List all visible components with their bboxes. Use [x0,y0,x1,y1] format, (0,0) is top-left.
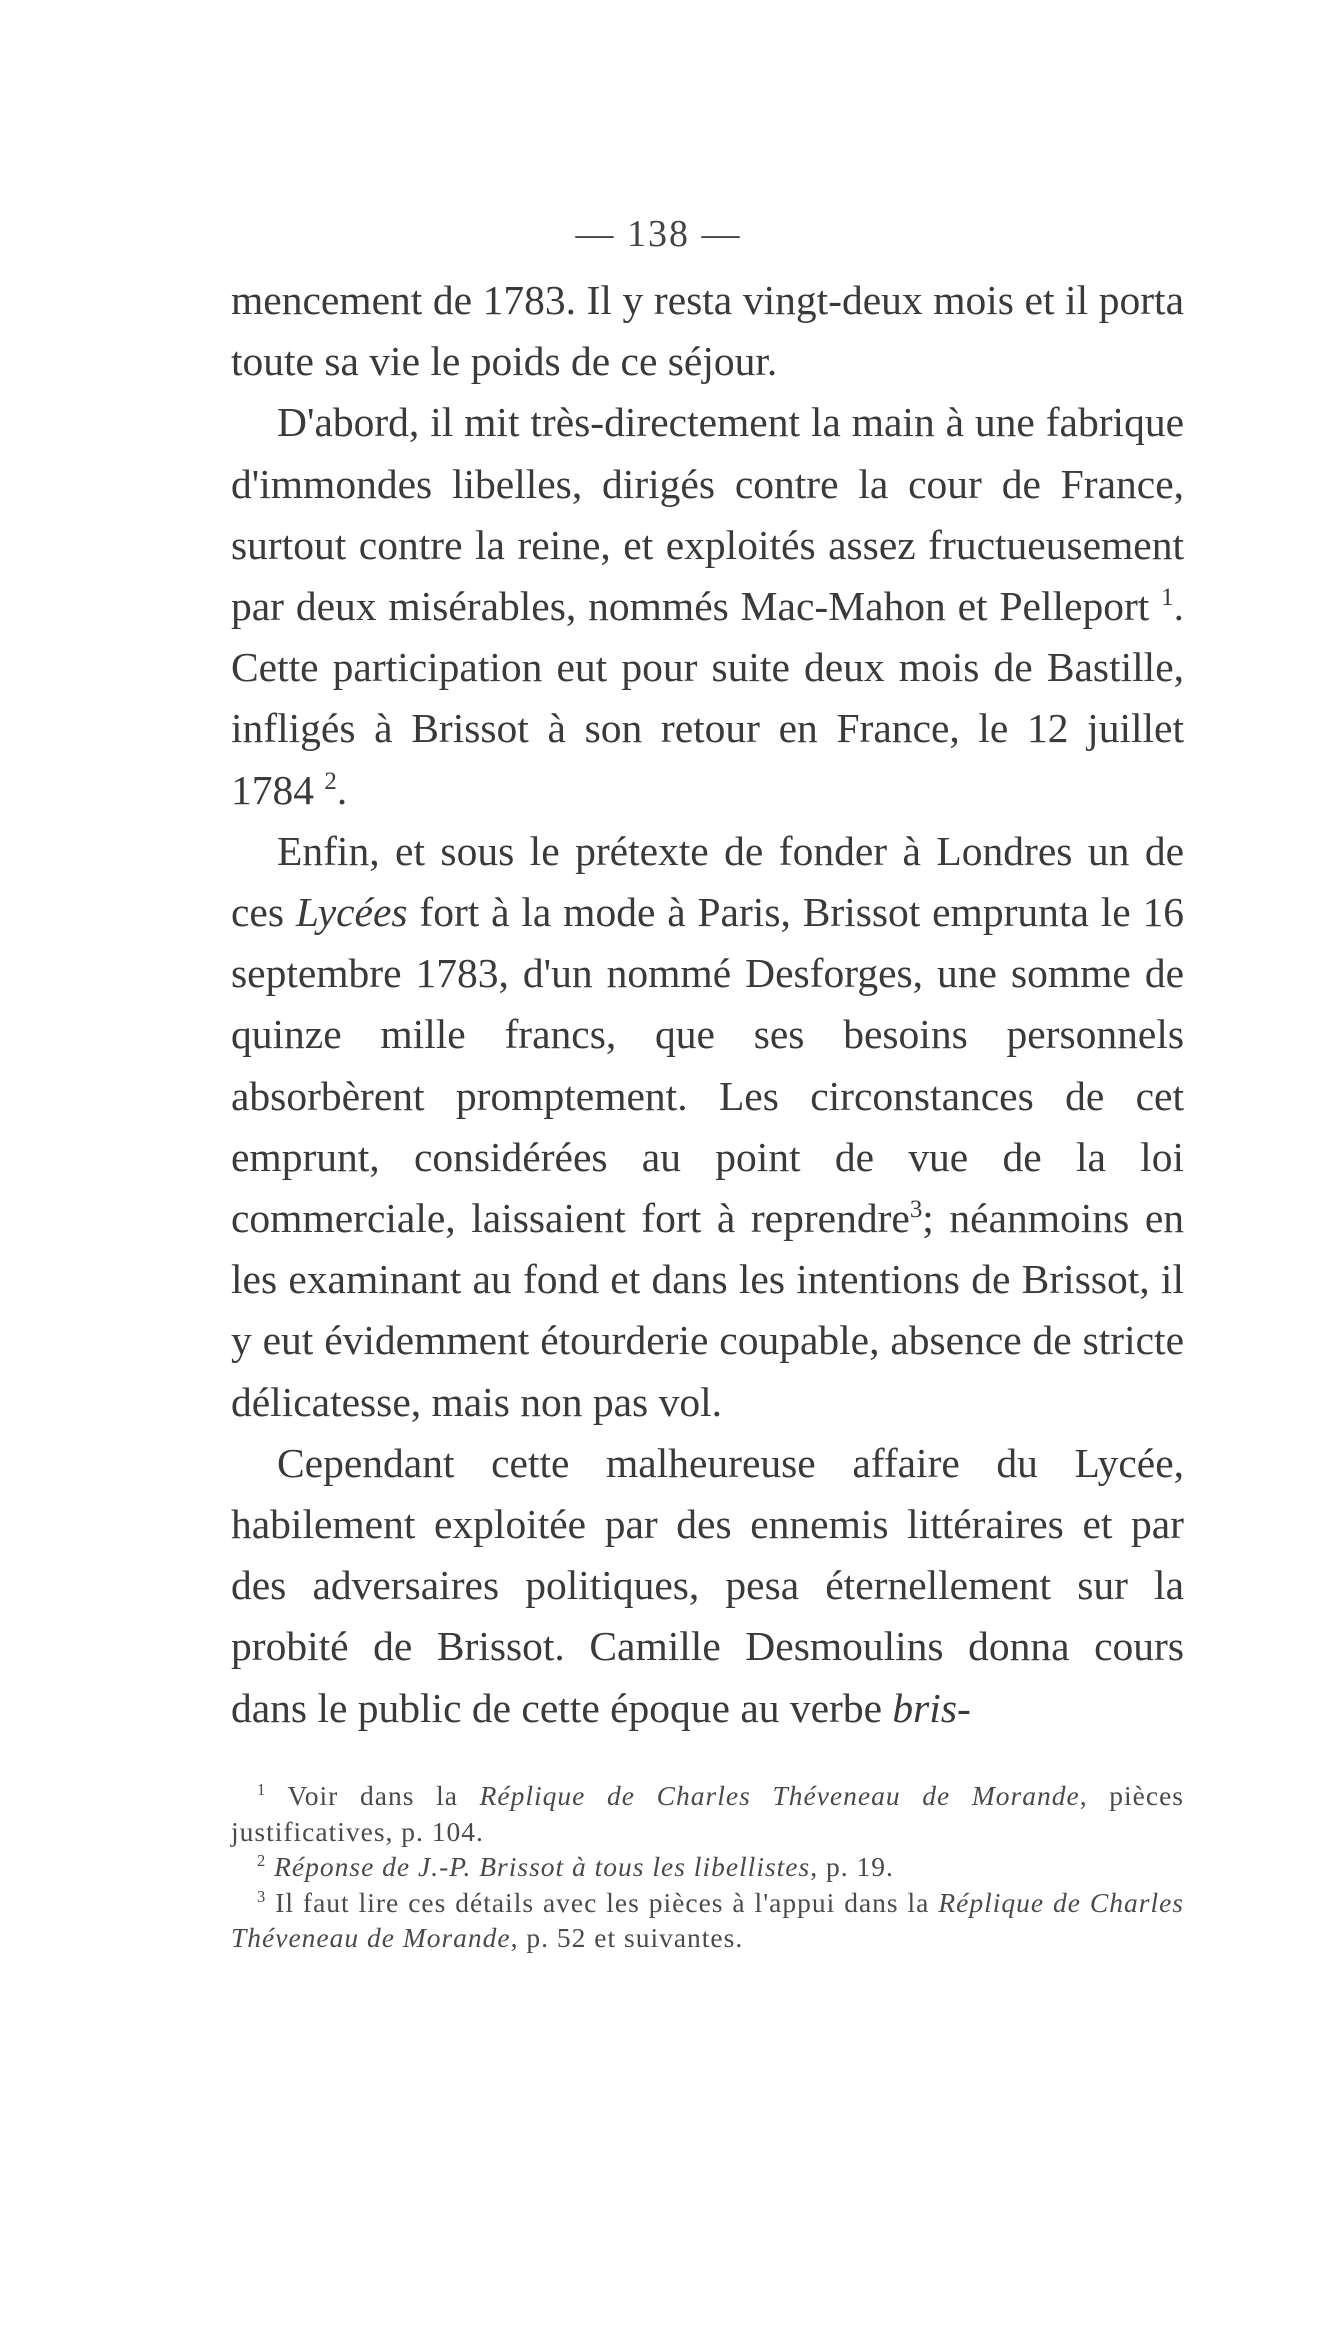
paragraph-3 [231,821,1184,1433]
footnote-ref-3: 3 [909,1196,923,1224]
footnotes [231,1778,1184,1956]
paragraph-2 [231,392,1184,820]
paragraph-4 [231,1433,1184,1739]
footnote-3-text-b: , p. 52 et suivantes. [510,1922,744,1953]
paragraph-2-text-b: . Cette participation eut pour suite deux mois de Bastille, infligés à Brissot à son retour en France, le 12 juillet 1784 [231,583,1184,813]
paragraph-3-italic-lycees: Lycées [295,889,408,936]
paragraph-3-text-a: Enfin, et sous le prétexte de fonder à Londres un de ces [231,827,1184,936]
page-number: — 138 — [575,213,742,255]
footnote-3 [231,1885,1184,1956]
footnote-2 [231,1849,1184,1885]
footnote-1-text-b: , pièces justificatives, p. 104. [231,1780,1184,1847]
footnote-3-text-a: Il faut lire ces détails avec les pièces à l'appui dans la [266,1886,939,1918]
footnote-1 [231,1778,1184,1849]
body-text [231,270,1184,1739]
footnote-2-title: Réponse de J.-P. Brissot à tous les libellistes [266,1851,811,1882]
footnote-ref-1: 1 [1161,584,1174,612]
paragraph-2-text-c: . [336,766,348,813]
paragraph-2-text-a: D'abord, il mit très-directement la main à une fabrique d'immondes libelles, dirigés contre la cour de France, surtout contre la reine, et exploités assez fructueusement par deux misérables, nommés Mac-Mahon et Pelleport [231,399,1184,630]
footnote-1-title: Réplique de Charles Théveneau de Morande [479,1780,1080,1811]
paragraph-3-text-c: ; néanmoins en les examinant au fond et dans les intentions de Brissot, il y eut évidemment étourderie coupable, absence de stricte délicatesse, mais non pas vol. [231,1195,1184,1425]
footnote-2-text: , p. 19. [810,1851,894,1882]
paragraph-4-text: Cependant cette malheureuse affaire du Lycée, habilement exploitée par des ennemis littéraires et par des adversaires politiques, pesa éternellement sur la probité de Brissot. Camille Desmoulins donna cours dans le public de cette époque au verbe [231,1439,1184,1731]
paragraph-1-text: mencement de 1783. Il y resta vingt-deux mois et il porta toute sa vie le poids de ce séjour. [231,277,1184,385]
footnote-ref-2: 2 [324,767,337,795]
footnote-2-number: 2 [257,1850,267,1870]
footnote-3-title: Réplique de Charles Théveneau de Morande [231,1886,1184,1953]
footnote-1-text-a: Voir dans la [266,1780,480,1811]
footnote-3-number: 3 [257,1886,267,1906]
paragraph-1 [231,270,1184,392]
paragraph-3-text-b: fort à la mode à Paris, Brissot emprunta le 16 septembre 1783, d'un nommé Desforges, une somme de quinze mille francs, que ses besoins personnels absorbèrent promptement. Les circonstances de cet emprunt, considérées au point de vue de la loi commerciale, laissaient fort à reprendre [231,889,1184,1242]
footnote-1-number: 1 [257,1779,267,1799]
paragraph-4-italic-bris: bris- [892,1684,971,1731]
